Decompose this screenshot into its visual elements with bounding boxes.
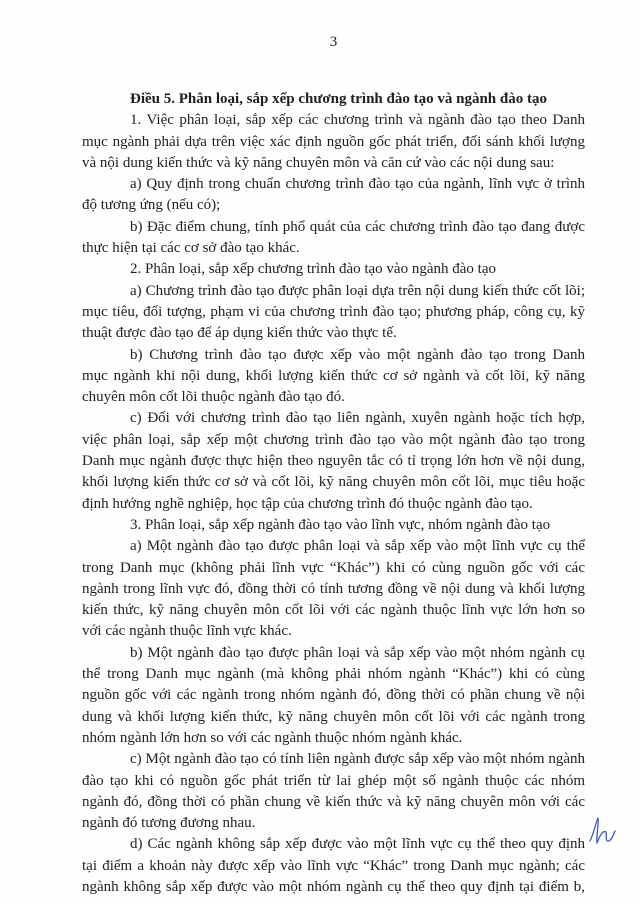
clause-2-point-b	[82, 345, 585, 409]
text-line: với các ngành thuộc lĩnh vực khác.	[82, 623, 292, 640]
text-line: dung và khối lượng kiến thức, kỹ năng chuyên môn cốt lõi với các ngành trong	[82, 708, 585, 725]
text-line: kiến thức, kỹ năng chuyên môn cốt lõi với các ngành thuộc lĩnh vực lớn hơn so	[82, 602, 585, 619]
text-line: trong Danh mục (không phải lĩnh vực “Khác”) khi có cùng nguồn gốc với các	[82, 559, 585, 576]
text-line: ngành đó tương đương nhau.	[82, 815, 256, 832]
text-line: nhóm ngành lớn hơn so với các ngành thuộc nhóm ngành khác.	[82, 729, 463, 746]
text-line: 3. Phân loại, sắp xếp ngành đào tạo vào lĩnh vực, nhóm ngành đào tạo	[130, 516, 551, 533]
text-line: Danh mục ngành được thực hiện theo nguyên tắc có tỉ trọng lớn hơn về nội dung,	[82, 453, 585, 470]
text-line: a) Quy định trong chuẩn chương trình đào tạo của ngành, lĩnh vực ở trình	[130, 176, 585, 193]
clause-2-point-a	[82, 281, 585, 345]
clause-3-point-c	[82, 749, 585, 834]
clause-3	[82, 515, 585, 536]
clause-1-point-b	[82, 217, 585, 260]
text-line: mục ngành phải dựa trên việc xác định nguồn gốc phát triển, đối sánh khối lượng	[82, 133, 585, 150]
text-line: thuật được đào tạo để áp dụng kiến thức vào thực tế.	[82, 325, 397, 342]
article-title: Điều 5. Phân loại, sắp xếp chương trình đào tạo và ngành đào tạo	[130, 91, 547, 107]
text-line: chuyên môn cốt lõi thuộc ngành đào tạo đó.	[82, 389, 345, 406]
text-line: b) Một ngành đào tạo được phân loại và sắp xếp vào một nhóm ngành cụ	[130, 644, 585, 661]
clause-3-point-a	[82, 536, 585, 642]
text-line: c) Đối với chương trình đào tạo liên ngành, xuyên ngành hoặc tích hợp,	[130, 410, 585, 427]
clause-3-point-d	[82, 834, 585, 898]
text-line: thực hiện tại các cơ sở đào tạo khác.	[82, 240, 300, 257]
clause-1-point-a	[82, 174, 585, 217]
clause-1	[82, 110, 585, 174]
text-line: b) Đặc điểm chung, tính phổ quát của các chương trình đào tạo đang được	[130, 218, 585, 235]
article-body	[82, 89, 585, 898]
text-line: a) Một ngành đào tạo được phân loại và sắp xếp vào một lĩnh vực cụ thể	[130, 538, 585, 555]
text-line: mục tiêu, đối tượng, phạm vi của chương trình đào tạo; phương pháp, công cụ, kỹ	[82, 303, 585, 320]
text-line: đào tạo khi có nguồn gốc phát triển từ lai ghép một số ngành thuộc các nhóm	[82, 772, 585, 789]
text-line: c) Một ngành đào tạo có tính liên ngành được sắp xếp vào một nhóm ngành	[130, 751, 585, 768]
text-line: 1. Việc phân loại, sắp xếp các chương trình và ngành đào tạo theo Danh	[130, 112, 585, 129]
text-line: thể trong Danh mục ngành (mà không phải nhóm ngành “Khác”) khi có cùng	[82, 666, 585, 683]
text-line: độ tương ứng (nếu có);	[82, 197, 221, 214]
text-line: ngành không sắp xếp được vào một nhóm ngành cụ thể theo quy định tại điểm b,	[82, 878, 585, 895]
text-line: 2. Phân loại, sắp xếp chương trình đào tạo vào ngành đào tạo	[130, 261, 496, 278]
text-line: định hướng nghề nghiệp, học tập của chương trình đó thuộc ngành đào tạo.	[82, 495, 533, 512]
text-line: mục ngành khi nội dung, khối lượng kiến thức cơ sở ngành và cốt lõi, kỹ năng	[82, 367, 585, 384]
text-line: khối lượng kiến thức cơ sở và cốt lõi, kỹ năng chuyên môn cốt lõi, mục tiêu hoặc	[82, 474, 585, 491]
text-line: việc phân loại, sắp xếp một chương trình đào tạo vào một ngành đào tạo trong	[82, 431, 585, 448]
text-line: ngành đó, đồng thời có phần chung về kiến thức và kỹ năng chuyên môn với các	[82, 793, 585, 810]
clause-2	[82, 259, 585, 280]
text-line: a) Chương trình đào tạo được phân loại dựa trên nội dung kiến thức cốt lõi;	[130, 282, 585, 299]
clause-3-point-b	[82, 643, 585, 749]
clause-2-point-c	[82, 408, 585, 514]
text-line: nguồn gốc với các ngành trong nhóm ngành đó, đồng thời có phần chung về nội	[82, 687, 585, 704]
signature-initials	[588, 814, 616, 846]
text-line: và nội dung kiến thức và kỹ năng chuyên môn và căn cứ vào các nội dung sau:	[82, 154, 555, 171]
text-line: ngành trong lĩnh vực đó, đồng thời có tính tương đồng về nội dung và khối lượng	[82, 580, 585, 597]
page-number: 3	[329, 34, 338, 50]
text-line: tại điểm a khoản này được xếp vào lĩnh vực “Khác” trong Danh mục ngành; các	[82, 857, 585, 874]
text-line: b) Chương trình đào tạo được xếp vào một ngành đào tạo trong Danh	[130, 346, 585, 363]
text-line: d) Các ngành không sắp xếp được vào một lĩnh vực cụ thể theo quy định	[130, 836, 585, 853]
